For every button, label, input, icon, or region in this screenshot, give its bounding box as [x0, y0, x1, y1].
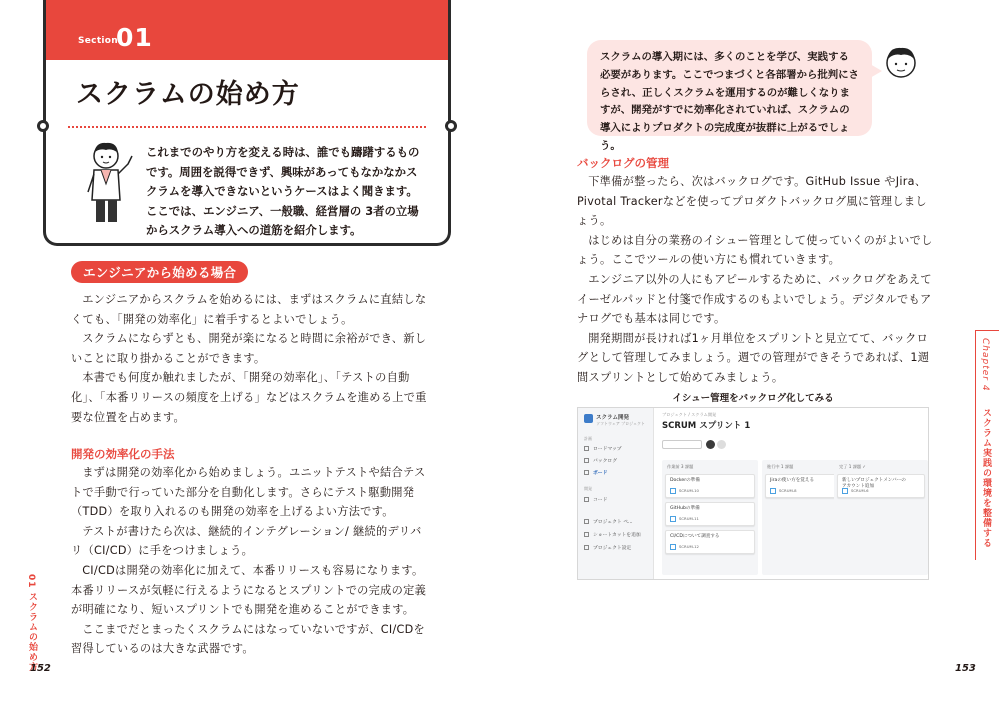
sidebar-item-project-settings[interactable]: [584, 544, 631, 551]
subheading-efficiency: 開発の効率化の手法: [71, 447, 175, 461]
breadcrumb[interactable]: プロジェクト / スクラム開発: [662, 412, 717, 417]
shortcut-icon: [584, 532, 589, 537]
section-number: 01: [116, 23, 153, 52]
sidebar-section-plan: 計画: [584, 436, 592, 441]
search-input[interactable]: [662, 440, 702, 449]
sidebar-section-dev: 開発: [584, 486, 592, 491]
project-subtitle: ソフトウェア プロジェクト: [596, 421, 646, 426]
paragraph: テストが書けたら次は、継続的インテグレーション/ 継続的デリバリ（CI/CD）に手をつけましょう。: [71, 524, 422, 558]
person-face-illustration: [883, 44, 919, 80]
sidebar-item-backlog[interactable]: [584, 457, 617, 464]
sidebar-item-label: バックログ: [593, 459, 617, 464]
paragraph: スクラムにならずとも、開発が楽になると時間に余裕ができ、新しいことに取り掛かることができます。: [71, 332, 427, 365]
side-tab-number: 01: [26, 574, 36, 589]
body-backlog: [577, 172, 933, 388]
card-title: CI/CDについて調査する: [670, 534, 720, 539]
issue-card[interactable]: [837, 474, 925, 498]
card-id: SCRUM-12: [670, 544, 699, 550]
board-main: [662, 408, 928, 579]
engineer-illustration: [82, 140, 140, 226]
paragraph: 下準備が整ったら、次はバックログです。GitHub Issue やJira、Pivotal Trackerなどを使ってプロダクトバックログ風に管理しましょう。: [577, 175, 927, 228]
chapter-title: スクラム実践の環境を整備する: [981, 408, 991, 548]
section-box: [43, 0, 451, 246]
column-done: [834, 460, 928, 575]
sidebar-item-label: プロジェクト ペ...: [593, 520, 633, 525]
board-icon: [584, 470, 589, 475]
project-name: スクラム開発: [596, 415, 629, 421]
paragraph: ここまでだとまったくスクラムにはなっていないですが、CI/CDを習得しているのは大きな武器です。: [71, 622, 426, 656]
roadmap-icon: [584, 446, 589, 451]
sidebar-item-label: ショートカットを追加: [593, 533, 641, 538]
project-icon: [584, 414, 593, 423]
section-title: スクラムの始め方: [76, 79, 300, 110]
board-title: SCRUM スプリント 1: [662, 421, 751, 431]
column-title: 進行中 1 課題: [767, 464, 794, 469]
column-todo: [662, 460, 758, 575]
card-title: GitHubの準備: [670, 506, 700, 511]
card-id: SCRUM-6: [842, 488, 869, 494]
speech-bubble: スクラムの導入期には、多くのことを学び、実践する必要があります。ここでつまづくと各部署から批判にさらされ、正しくスクラムを運用するのが難しくなりますが、開発がすでに効率化されていれば、スクラムの導入によりプロダクトの完成度が抜群に上がるでしょう。: [587, 40, 872, 136]
paragraph: エンジニア以外の人にもアピールするために、バックログをあえてイーゼルパッドと付箋で作成するのもよいでしょう。デジタルでもアナログでも基本は同じです。: [577, 272, 932, 326]
paragraph: まずは開発の効率化から始めましょう。ユニットテストや結合テストで手動で行っていた部分を自動化します。さらにテスト駆動開発（TDD）を取り入れるのも開発の効率を上げるよい方法です。: [71, 466, 426, 519]
sidebar-item-label: プロジェクト設定: [593, 546, 632, 551]
page-number-right: 153: [955, 663, 976, 674]
avatar[interactable]: [706, 440, 715, 449]
jira-board-screenshot: [577, 407, 929, 580]
add-user-avatar[interactable]: [717, 440, 726, 449]
board-sidebar: [578, 408, 654, 579]
heading-engineer: エンジニアから始める場合: [71, 261, 248, 283]
code-icon: [584, 497, 589, 502]
page-icon: [584, 519, 589, 524]
paragraph: はじめは自分の業務のイシュー管理として使っていくのがよいでしょう。ここでツールの使い方にも慣れていきます。: [577, 233, 933, 267]
paragraph: エンジニアからスクラムを始めるには、まずはスクラムに直結しなくても、「開発の効率化」に着手するとよいでしょう。: [71, 293, 427, 326]
side-tab-text: スクラムの始め方: [27, 591, 37, 672]
paragraph: 開発期間が長ければ1ヶ月単位をスプリントと見立てて、バックログとして管理してみましょう。週での管理ができそうであれば、1週間スプリントとして始めてみましょう。: [577, 331, 930, 384]
speech-bubble-tail: [870, 64, 882, 78]
backlog-icon: [584, 458, 589, 463]
sidebar-item-label: コード: [593, 498, 608, 503]
card-id: SCRUM-8: [770, 488, 797, 494]
card-title: Dockerの準備: [670, 478, 700, 483]
sidebar-item-project-page[interactable]: [584, 518, 633, 525]
body-section-2: [71, 463, 427, 659]
subheading-backlog: バックログの管理: [577, 156, 669, 170]
paragraph: CI/CDは開発の効率化に加えて、本番リリースも容易になります。本番リリースが気軽に行えるようになるとスプリントでの完成の定義が明確になり、短いスプリントでも開発を進めることができます。: [71, 563, 427, 617]
issue-card[interactable]: [665, 502, 755, 526]
gear-icon: [584, 545, 589, 550]
column-title: 作業前 3 課題: [667, 464, 694, 469]
sidebar-item-roadmap[interactable]: [584, 445, 622, 452]
sidebar-item-board[interactable]: [584, 469, 607, 476]
sidebar-item-label: ボード: [593, 471, 608, 476]
card-id: SCRUM-10: [670, 488, 699, 494]
section-header: [46, 0, 448, 60]
intro-text: これまでのやり方を変える時は、誰でも躊躇するものです。周囲を説得できず、興味があってもなかなかスクラムを導入できないというケースはよく聞きます。ここでは、エンジニア、一般職、経営層の 3者の立場からスクラム導入への道筋を紹介します。: [146, 145, 420, 237]
box-notch-right: [445, 120, 457, 132]
side-tab-right: [975, 330, 997, 560]
chapter-label: Chapter 4: [980, 338, 990, 392]
issue-card[interactable]: [665, 530, 755, 554]
section-label: Section: [78, 36, 118, 46]
side-tab-left: [26, 574, 44, 672]
figure-caption: イシュー管理をバックログ化してみる: [672, 393, 834, 404]
card-id: SCRUM-11: [670, 516, 699, 522]
card-title: 新しいプロジェクトメンバーの アカウント追加: [842, 478, 906, 489]
paragraph: 本書でも何度か触れましたが、「開発の効率化」、「テストの自動化」、「本番リリースの頻度を上げる」などはスクラムを進める上で重要な位置を占めます。: [71, 371, 427, 424]
dotted-divider: [68, 126, 426, 128]
page-number-left: 152: [30, 663, 51, 674]
card-title: Jiraの使い方を覚える: [770, 478, 815, 483]
column-title: 完了 1 課題 ✓: [839, 464, 866, 469]
box-notch-left: [37, 120, 49, 132]
sidebar-item-label: ロードマップ: [593, 447, 622, 452]
sidebar-item-add-shortcut[interactable]: [584, 531, 641, 538]
issue-card[interactable]: [665, 474, 755, 498]
body-section-1: [71, 290, 427, 427]
sidebar-item-code[interactable]: [584, 496, 607, 503]
